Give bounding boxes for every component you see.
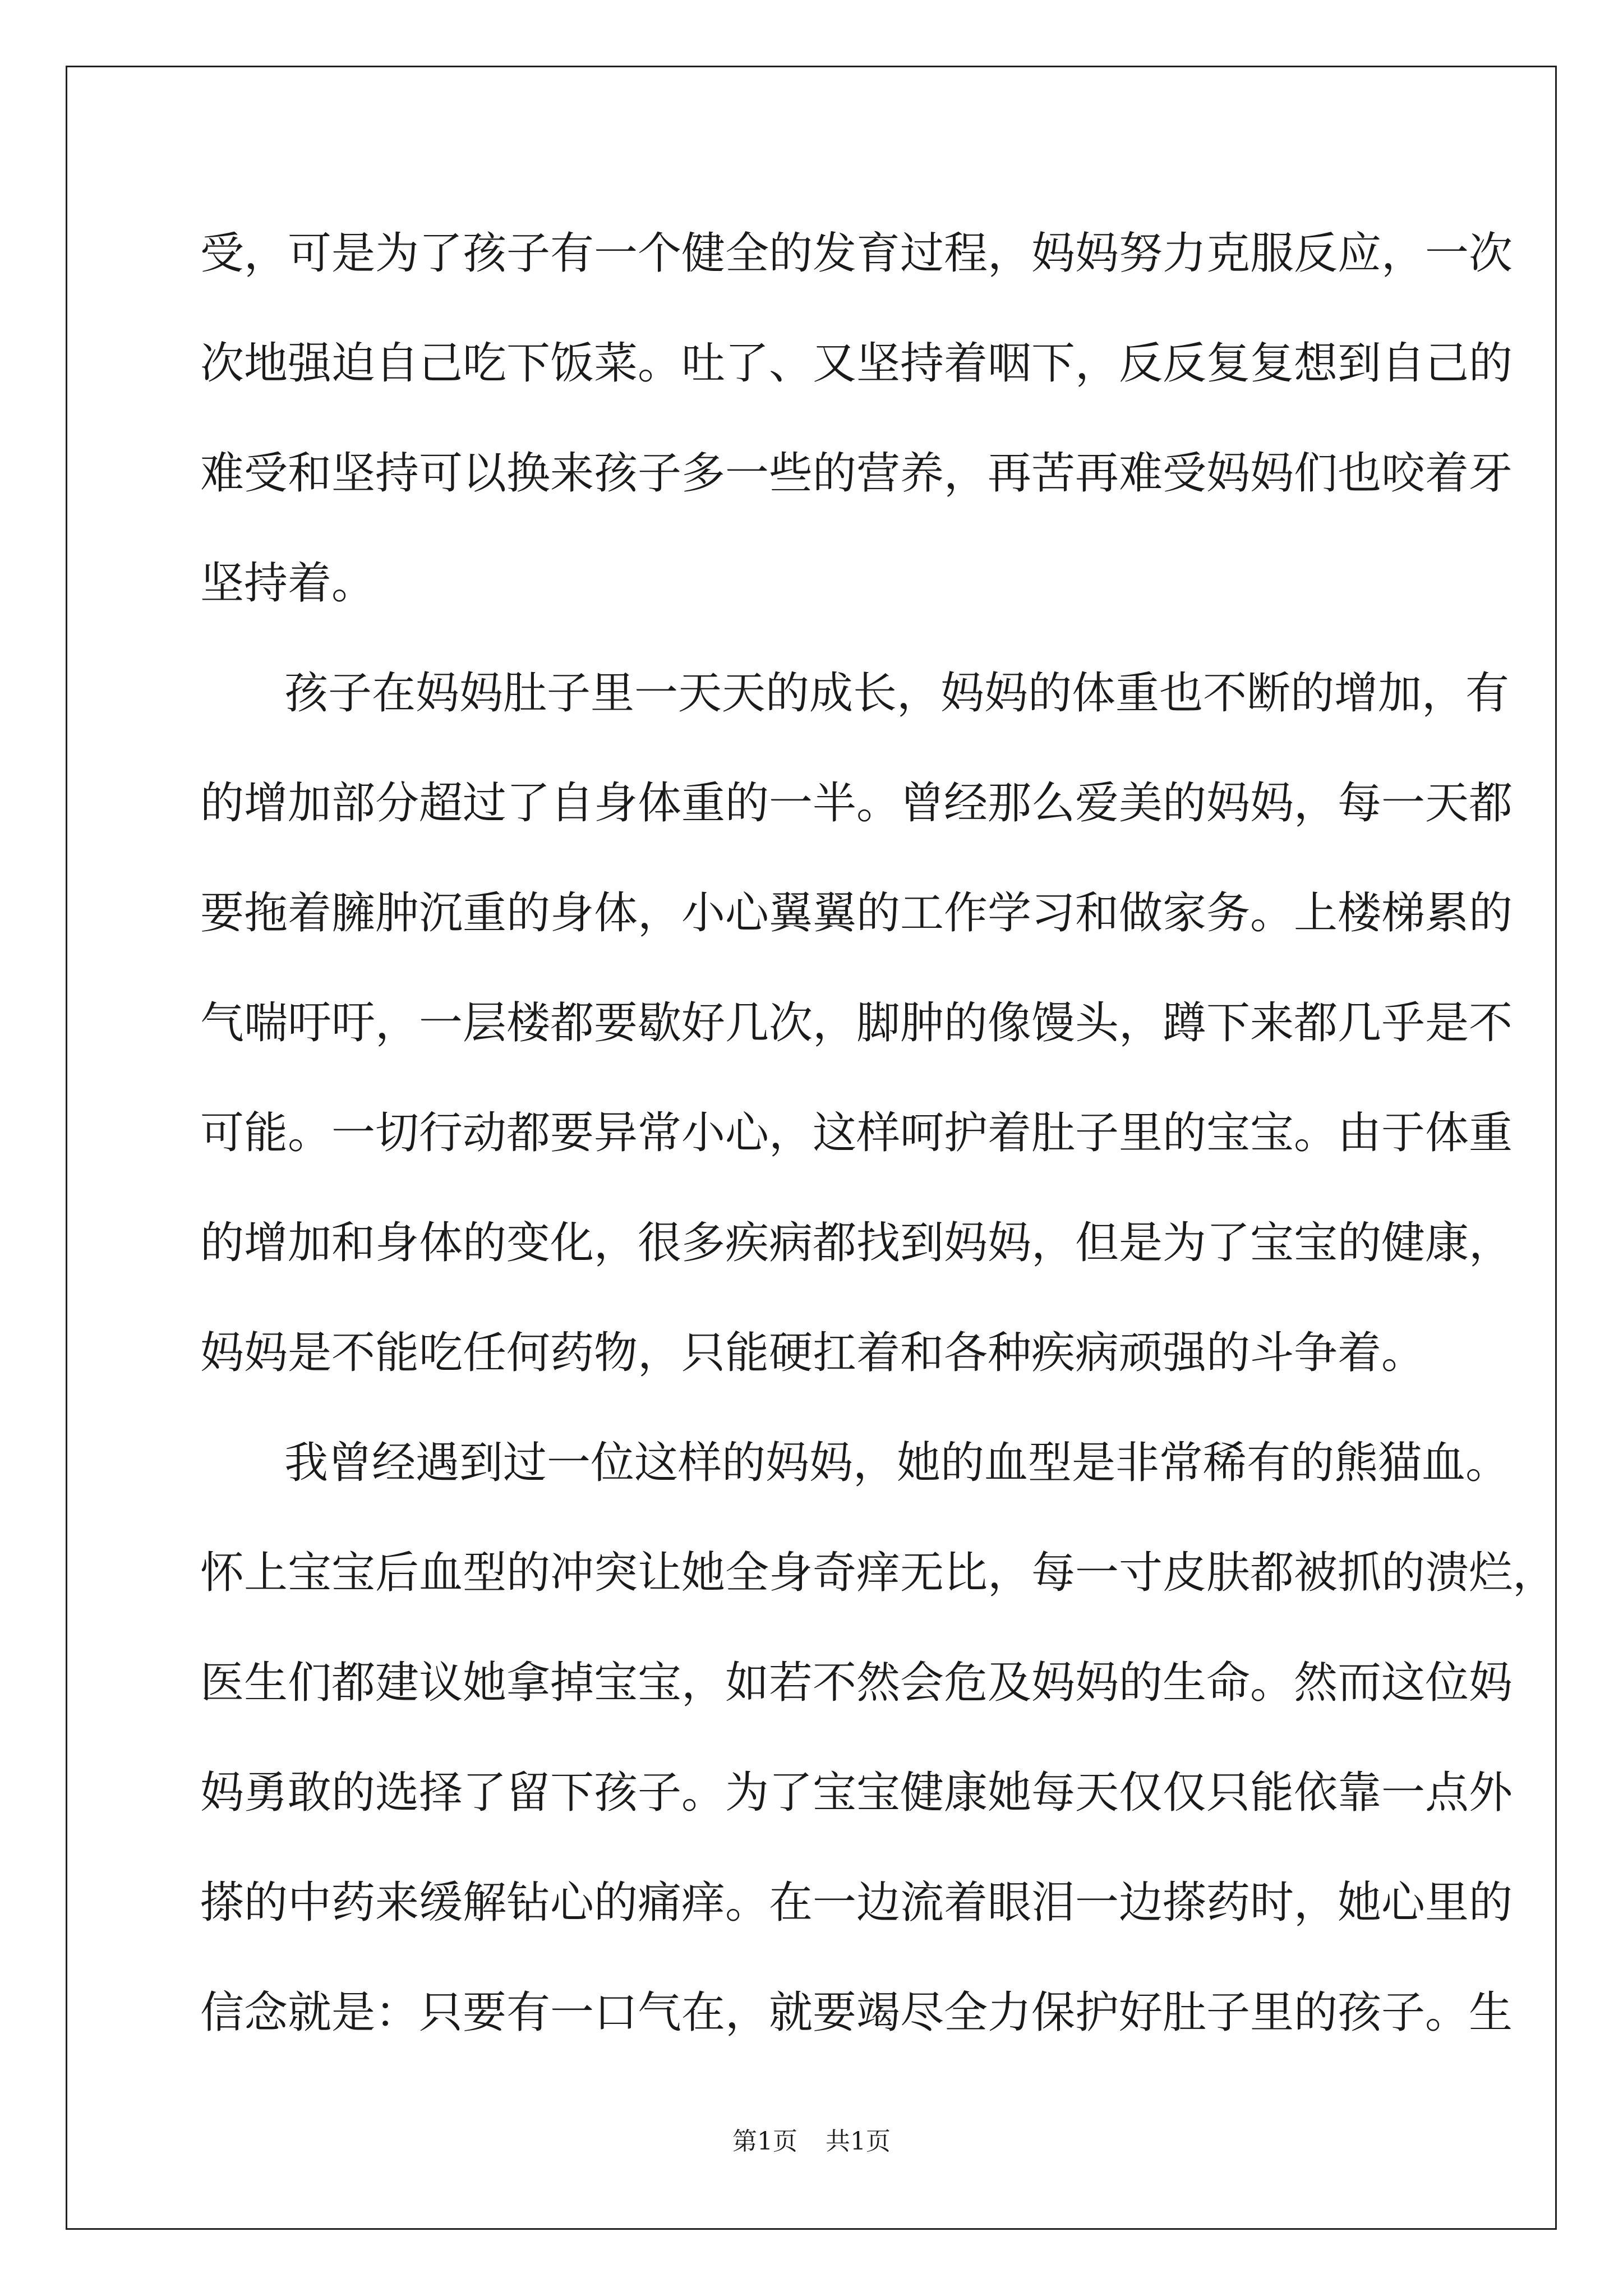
text-line: 妈妈是不能吃任何药物，只能硬扛着和各种疾病顽强的斗争着。	[200, 1328, 1426, 1378]
text-line: 坚持着。	[200, 558, 376, 609]
page-footer	[0, 2125, 1623, 2159]
text-line: 搽的中药来缓解钻心的痛痒。在一边流着眼泪一边搽药时，她心里的	[200, 1878, 1513, 1928]
text-line: 难受和坚持可以换来孩子多一些的营养，再苦再难受妈妈们也咬着牙	[200, 448, 1513, 499]
text-line: 气喘吁吁，一层楼都要歇好几次，脚肿的像馒头，蹲下来都几乎是不	[200, 998, 1513, 1048]
text-line: 受，可是为了孩子有一个健全的发育过程，妈妈努力克服反应，一次	[200, 228, 1513, 279]
page-number: 第1页	[732, 2127, 797, 2156]
text-line: 的增加部分超过了自身体重的一半。曾经那么爱美的妈妈，每一天都	[200, 778, 1513, 829]
text-line: 可能。一切行动都要异常小心，这样呵护着肚子里的宝宝。由于体重	[200, 1108, 1513, 1158]
text-line: 的增加和身体的变化，很多疾病都找到妈妈，但是为了宝宝的健康，	[200, 1218, 1513, 1268]
paragraph-start-line: 我曾经遇到过一位这样的妈妈，她的血型是非常稀有的熊猫血。	[284, 1438, 1510, 1488]
document-body	[200, 220, 1557, 2089]
page-total: 共1页	[826, 2127, 891, 2156]
text-line: 怀上宝宝后血型的冲突让她全身奇痒无比，每一寸皮肤都被抓的溃烂，	[200, 1548, 1557, 1598]
paragraph-start-line: 孩子在妈妈肚子里一天天的成长，妈妈的体重也不断的增加，有	[284, 668, 1510, 719]
text-line: 妈勇敢的选择了留下孩子。为了宝宝健康她每天仅仅只能依靠一点外	[200, 1768, 1513, 1818]
text-line: 信念就是：只要有一口气在，就要竭尽全力保护好肚子里的孩子。生	[200, 1987, 1513, 2038]
text-line: 次地强迫自己吃下饭菜。吐了、又坚持着咽下，反反复复想到自己的	[200, 338, 1513, 389]
text-line: 医生们都建议她拿掉宝宝，如若不然会危及妈妈的生命。然而这位妈	[200, 1658, 1513, 1708]
text-line: 要拖着臃肿沉重的身体，小心翼翼的工作学习和做家务。上楼梯累的	[200, 888, 1513, 938]
